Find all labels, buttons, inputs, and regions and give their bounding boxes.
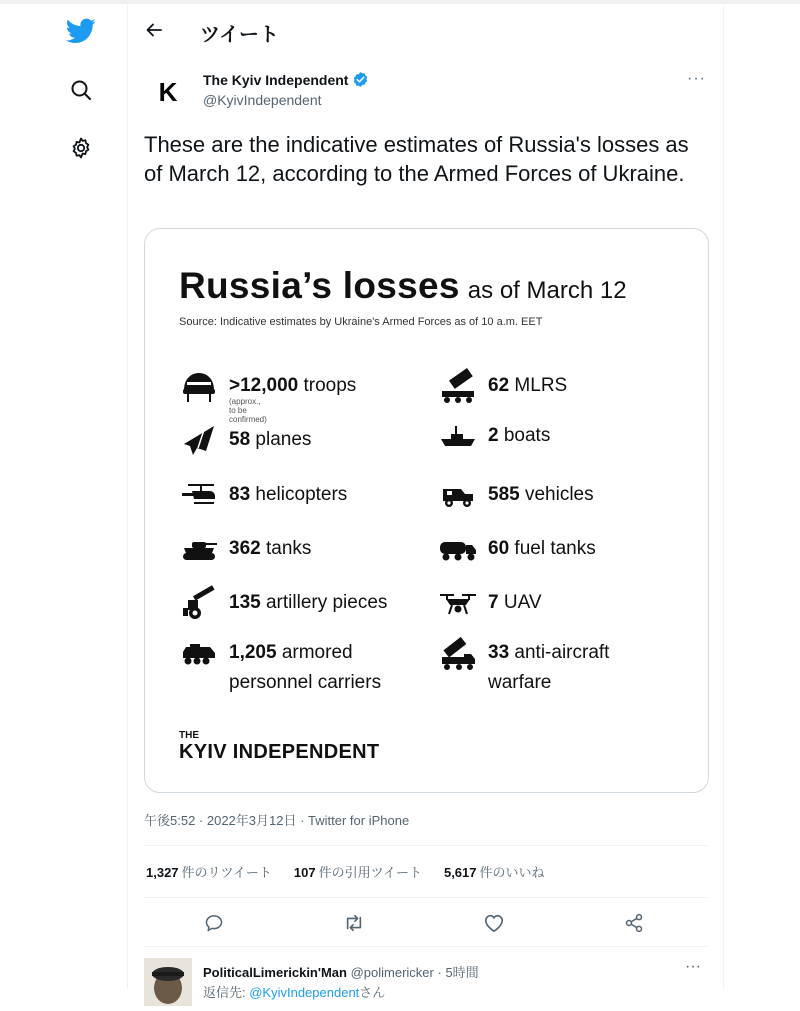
stat-text: 7 UAV (488, 592, 542, 613)
stat-text: 58 planes (229, 429, 312, 450)
stat-note: (approx., to be confirmed) (229, 397, 267, 424)
card-title-sub: as of March 12 (467, 277, 627, 304)
logo-the: THE (179, 730, 199, 741)
logo-name: KYIV INDEPENDENT (179, 741, 380, 763)
page-header (128, 6, 725, 50)
stat-text: 362 tanks (229, 538, 312, 559)
twitter-bird-icon[interactable] (62, 12, 100, 50)
mlrs-icon (438, 367, 478, 407)
back-arrow-icon (145, 21, 163, 39)
stat-text: 62 MLRS (488, 375, 568, 396)
artillery-icon (179, 584, 219, 624)
tweet-actions (144, 908, 709, 938)
likes-stat[interactable]: 5,617 件のいいね (443, 865, 545, 880)
author-name[interactable]: The Kyiv Independent (203, 71, 349, 88)
reply-avatar[interactable] (144, 958, 192, 1006)
gear-icon[interactable] (62, 129, 100, 167)
reply-author-name[interactable]: PoliticalLimerickin'Man (203, 965, 347, 980)
page-title: ツイート (200, 24, 279, 46)
search-icon[interactable] (62, 71, 100, 109)
engagement-stats (146, 862, 545, 881)
reply-to-line: 返信先: @KyivIndependentさん (203, 985, 386, 1000)
tweet-image-card[interactable] (144, 228, 709, 793)
quote-tweets-stat[interactable]: 107 件の引用ツイート (293, 865, 422, 880)
apc-icon (179, 634, 219, 674)
tank-icon (179, 530, 219, 570)
more-options-icon[interactable]: ··· (685, 958, 701, 975)
reply-header (203, 962, 479, 981)
plane-icon (179, 421, 219, 461)
tweet-timestamp[interactable]: 午後5:52 · 2022年3月12日 · Twitter for iPhone (144, 813, 410, 828)
stat-text: 33 anti-aircraft warfare (488, 642, 610, 693)
like-icon[interactable] (481, 910, 507, 936)
card-title-main: Russia’s losses (179, 265, 460, 306)
card-title (179, 265, 627, 307)
divider (144, 897, 709, 898)
divider (144, 845, 709, 846)
author-name-row (203, 71, 369, 88)
divider (144, 946, 709, 947)
verified-badge-icon (352, 71, 369, 88)
vehicle-icon (438, 476, 478, 516)
retweets-stat[interactable]: 1,327 件のリツイート (146, 865, 272, 880)
author-handle[interactable]: @KyivIndependent (203, 92, 322, 108)
left-navigation (0, 0, 127, 989)
stat-text: 135 artillery pieces (229, 592, 388, 613)
stat-text: 60 fuel tanks (488, 538, 596, 559)
anti-aircraft-icon (438, 634, 478, 674)
drone-icon (438, 584, 478, 624)
retweet-icon[interactable] (341, 910, 367, 936)
reply-time[interactable]: · 5時間 (437, 965, 479, 980)
stat-text: 1,205 armored personnel carriers (229, 642, 382, 693)
back-button[interactable] (140, 16, 168, 44)
reply-author-handle[interactable]: @polimericker (350, 965, 434, 980)
helmet-icon (179, 367, 219, 407)
stat-text: >12,000 troops (229, 375, 357, 396)
reply-tweet[interactable] (144, 958, 709, 998)
author-avatar[interactable]: K (144, 68, 192, 116)
card-source: Source: Indicative estimates by Ukraine's Armed Forces as of 10 a.m. EET (179, 316, 543, 328)
kyiv-independent-logo (179, 731, 379, 762)
reply-icon[interactable] (201, 910, 227, 936)
stat-text: 2 boats (488, 425, 551, 446)
share-icon[interactable] (621, 910, 647, 936)
reply-to-handle[interactable]: @KyivIndependent (249, 985, 360, 1000)
stat-text: 585 vehicles (488, 484, 594, 505)
tweet-text: These are the indicative estimates of Russia's losses as of March 12, according to the Armed Forces of Ukraine. (144, 132, 689, 186)
fuel-tank-icon (438, 530, 478, 570)
helicopter-icon (179, 476, 219, 516)
more-options-icon[interactable]: ··· (687, 70, 706, 87)
tweet-column (127, 0, 724, 1000)
boat-icon (438, 417, 478, 457)
tweet-author (144, 66, 714, 116)
stat-text: 83 helicopters (229, 484, 348, 505)
